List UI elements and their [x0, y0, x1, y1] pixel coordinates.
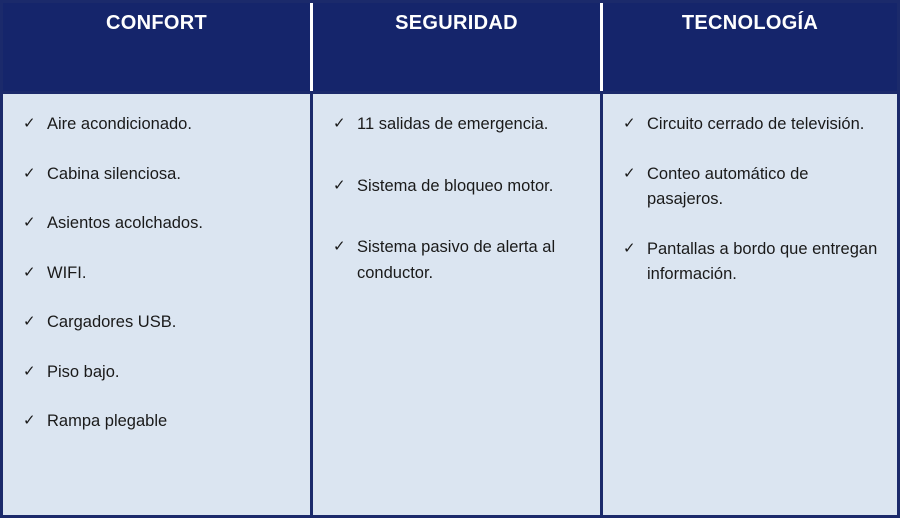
- check-icon: ✓: [23, 362, 36, 380]
- table-body-row: [3, 91, 897, 515]
- list-item-label: Pantallas a bordo que entregan información.: [647, 239, 878, 284]
- list-item-label: Cargadores USB.: [47, 313, 177, 332]
- column-body-seguridad: [313, 94, 603, 515]
- list-item-label: Sistema pasivo de alerta al conductor.: [357, 238, 556, 282]
- list-item: [327, 174, 586, 200]
- list-item-label: Circuito cerrado de televisión.: [647, 115, 865, 133]
- check-icon: ✓: [23, 115, 36, 132]
- list-item: [17, 310, 296, 336]
- check-icon: ✓: [23, 412, 36, 430]
- list-item: [617, 162, 883, 213]
- column-header-seguridad-label: SEGURIDAD: [395, 12, 518, 34]
- list-item-label: WIFI.: [47, 263, 87, 282]
- list-item-label: Piso bajo.: [47, 362, 120, 381]
- column-header-confort-label: CONFORT: [106, 12, 207, 34]
- list-item-label: Rampa plegable: [47, 412, 168, 431]
- list-item-label: Cabina silenciosa.: [47, 164, 181, 183]
- list-item: [17, 360, 296, 386]
- check-icon: ✓: [23, 164, 36, 182]
- list-item: [327, 235, 586, 286]
- column-header-tecnologia: [603, 3, 897, 91]
- table-header-row: [3, 3, 897, 91]
- column-body-confort: [3, 94, 313, 515]
- check-icon: ✓: [623, 115, 636, 132]
- list-item: [617, 237, 883, 288]
- check-icon: ✓: [623, 239, 636, 257]
- column-header-tecnologia-label: TECNOLOGÍA: [681, 12, 819, 34]
- list-item-label: Aire acondicionado.: [47, 115, 192, 133]
- list-item-label: Asientos acolchados.: [47, 214, 203, 233]
- list-item: [617, 112, 883, 138]
- check-icon: ✓: [23, 263, 36, 281]
- list-item: [17, 211, 296, 237]
- list-item: [17, 112, 296, 138]
- list-item: [17, 162, 296, 188]
- check-icon: ✓: [333, 115, 346, 132]
- list-item-label: 11 salidas de emergencia.: [357, 115, 549, 133]
- check-icon: ✓: [23, 214, 36, 232]
- check-icon: ✓: [623, 164, 636, 182]
- list-item: [327, 112, 586, 138]
- column-header-seguridad: [313, 3, 603, 91]
- list-item: [17, 409, 296, 435]
- check-icon: ✓: [23, 313, 36, 331]
- list-item-label: Sistema de bloqueo motor.: [357, 176, 554, 195]
- check-icon: ✓: [333, 176, 346, 194]
- list-item-label: Conteo automático de pasajeros.: [647, 164, 809, 209]
- check-icon: ✓: [333, 238, 346, 256]
- column-header-confort: [3, 3, 313, 91]
- column-body-tecnologia: [603, 94, 897, 515]
- list-item: [17, 261, 296, 287]
